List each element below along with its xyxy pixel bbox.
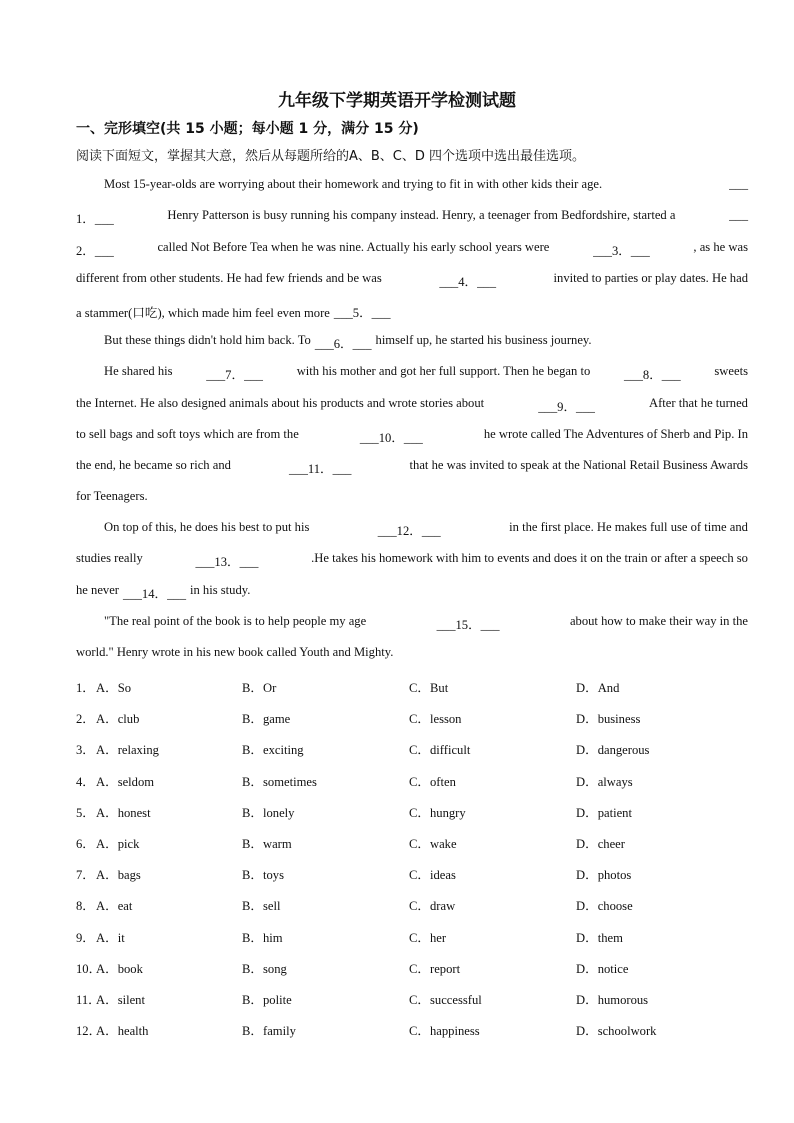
blank-slot: ___ (729, 208, 748, 222)
question-number: 1． (76, 681, 95, 695)
question-number: 12． (76, 1024, 102, 1038)
question-number: 9． (76, 931, 95, 945)
passage-text: himself up, he started his business journey. (375, 333, 592, 347)
option-b: B．toys (242, 868, 284, 882)
option-b: B．game (242, 712, 291, 726)
option-c: C．lesson (409, 712, 462, 726)
passage-text: for Teenagers. (76, 489, 148, 503)
blank-slot: ___13．___ (195, 555, 259, 569)
passage-line (76, 396, 748, 415)
passage-line (76, 302, 748, 321)
option-d: D．always (576, 775, 633, 789)
option-d: D．them (576, 931, 623, 945)
passage-text: in the first place. He makes full use of time and (509, 520, 748, 534)
blank-slot: 1．___ (76, 212, 114, 226)
passage-text: sweets (714, 364, 748, 378)
option-b: B．sometimes (242, 775, 317, 789)
option-c: C．often (409, 775, 456, 789)
option-a: A．seldom (96, 775, 155, 789)
option-a: A．health (96, 1024, 149, 1038)
option-a: A．it (96, 931, 125, 945)
passage-line (76, 489, 748, 504)
passage-text: the Internet. He also designed animals about his products and wrote stories about (76, 396, 485, 410)
passage-text: with his mother and got her full support. Then he began to (296, 364, 591, 378)
passage-text: Most 15-year-olds are worrying about their homework and trying to fit in with other kids their age. (104, 177, 603, 191)
blank-slot: ___14．___ (123, 587, 186, 601)
question-number: 4． (76, 775, 95, 789)
option-a: A．club (96, 712, 140, 726)
passage-text: that he was invited to speak at the National Retail Business Awards (409, 458, 748, 472)
blank-slot: ___11．___ (288, 462, 352, 476)
section-heading: 一、完形填空(共 15 小题；每小题 1 分，满分 15 分) (76, 121, 419, 137)
passage-line (76, 427, 748, 446)
passage-text: He shared his (104, 364, 173, 378)
blank-slot: 2．___ (76, 244, 114, 258)
blank-slot: ___4．___ (439, 275, 496, 289)
passage-line (76, 208, 748, 227)
passage-text: invited to parties or play dates. He had (553, 271, 748, 285)
passage-text: .He takes his homework with him to events and does it on the train or after a speech so (311, 551, 748, 565)
option-b: B．him (242, 931, 283, 945)
passage-text: a stammer(口吃), which made him feel even more (76, 306, 330, 320)
page-title: 九年级下学期英语开学检测试题 (278, 91, 516, 111)
passage-text: to sell bags and soft toys which are from the (76, 427, 299, 441)
passage-text: about how to make their way in the (569, 614, 748, 628)
passage-line (76, 240, 748, 259)
option-a: A．bags (96, 868, 141, 882)
option-d: D．cheer (576, 837, 625, 851)
passage-text: But these things didn't hold him back. To (104, 333, 311, 347)
question-number: 2． (76, 712, 95, 726)
passage-text: , as he was (693, 240, 748, 254)
passage-text: in his study. (189, 583, 251, 597)
passage-text: different from other students. He had few friends and be was (76, 271, 382, 285)
passage-text: he never (76, 583, 120, 597)
option-d: D．dangerous (576, 743, 650, 757)
option-d: D．notice (576, 962, 629, 976)
option-c: C．difficult (409, 743, 471, 757)
option-c: C．draw (409, 899, 456, 913)
passage-line (76, 583, 748, 602)
passage-text: he wrote called The Adventures of Sherb and Pip. In (483, 427, 748, 441)
question-number: 10． (76, 962, 102, 976)
blank-slot: ___9．___ (538, 400, 595, 414)
option-d: D．humorous (576, 993, 649, 1007)
blank-slot: ___5．___ (333, 306, 391, 320)
option-a: A．honest (96, 806, 151, 820)
option-b: B．song (242, 962, 287, 976)
option-c: C．ideas (409, 868, 456, 882)
option-a: A．So (96, 681, 131, 695)
blank-slot: ___10．___ (359, 431, 423, 445)
blank-slot: ___3．___ (593, 244, 650, 258)
option-d: D．schoolwork (576, 1024, 657, 1038)
option-d: D．patient (576, 806, 632, 820)
option-d: D．photos (576, 868, 632, 882)
passage-line (76, 645, 748, 660)
passage-line (76, 271, 748, 290)
blank-slot: ___8．___ (624, 368, 681, 382)
option-c: C．report (409, 962, 461, 976)
passage-line (76, 333, 748, 352)
instruction-text: 阅读下面短文，掌握其大意，然后从每题所给的A、B、C、D 四个选项中选出最佳选项。 (76, 149, 586, 164)
passage-text: After that he turned (649, 396, 748, 410)
passage-line (76, 364, 748, 383)
passage-line (76, 551, 748, 570)
passage-text: studies really (76, 551, 143, 565)
passage-text: the end, he became so rich and (76, 458, 231, 472)
blank-slot: ___ (729, 177, 748, 191)
option-a: A．relaxing (96, 743, 159, 757)
blank-slot: ___12．___ (377, 524, 441, 538)
question-number: 5． (76, 806, 95, 820)
option-b: B．Or (242, 681, 277, 695)
option-d: D．business (576, 712, 641, 726)
passage-text: world." Henry wrote in his new book called Youth and Mighty. (76, 645, 394, 659)
option-a: A．book (96, 962, 143, 976)
option-a: A．pick (96, 837, 140, 851)
option-b: B．warm (242, 837, 292, 851)
option-b: B．lonely (242, 806, 295, 820)
option-c: C．her (409, 931, 447, 945)
option-d: D．choose (576, 899, 633, 913)
question-number: 11． (76, 993, 101, 1007)
passage-line (76, 520, 748, 539)
option-b: B．family (242, 1024, 296, 1038)
passage-text: called Not Before Tea when he was nine. Actually his early school years were (157, 240, 550, 254)
option-d: D．And (576, 681, 620, 695)
passage-line (76, 614, 748, 633)
option-a: A．silent (96, 993, 145, 1007)
question-number: 6． (76, 837, 95, 851)
option-c: C．happiness (409, 1024, 480, 1038)
question-number: 7． (76, 868, 95, 882)
blank-slot: ___15．___ (436, 618, 500, 632)
question-number: 3． (76, 743, 95, 757)
passage-text: "The real point of the book is to help people my age (104, 614, 367, 628)
option-b: B．exciting (242, 743, 304, 757)
option-c: C．wake (409, 837, 457, 851)
passage-line (76, 458, 748, 477)
question-number: 8． (76, 899, 95, 913)
option-b: B．polite (242, 993, 292, 1007)
option-c: C．hungry (409, 806, 466, 820)
option-c: C．But (409, 681, 449, 695)
blank-slot: ___7．___ (206, 368, 263, 382)
passage-line (76, 177, 748, 192)
passage-text: Henry Patterson is busy running his company instead. Henry, a teenager from Bedfordshire, started a (167, 208, 676, 222)
blank-slot: ___6．___ (314, 337, 372, 351)
option-c: C．successful (409, 993, 482, 1007)
option-a: A．eat (96, 899, 133, 913)
option-b: B．sell (242, 899, 281, 913)
passage-text: On top of this, he does his best to put his (104, 520, 310, 534)
